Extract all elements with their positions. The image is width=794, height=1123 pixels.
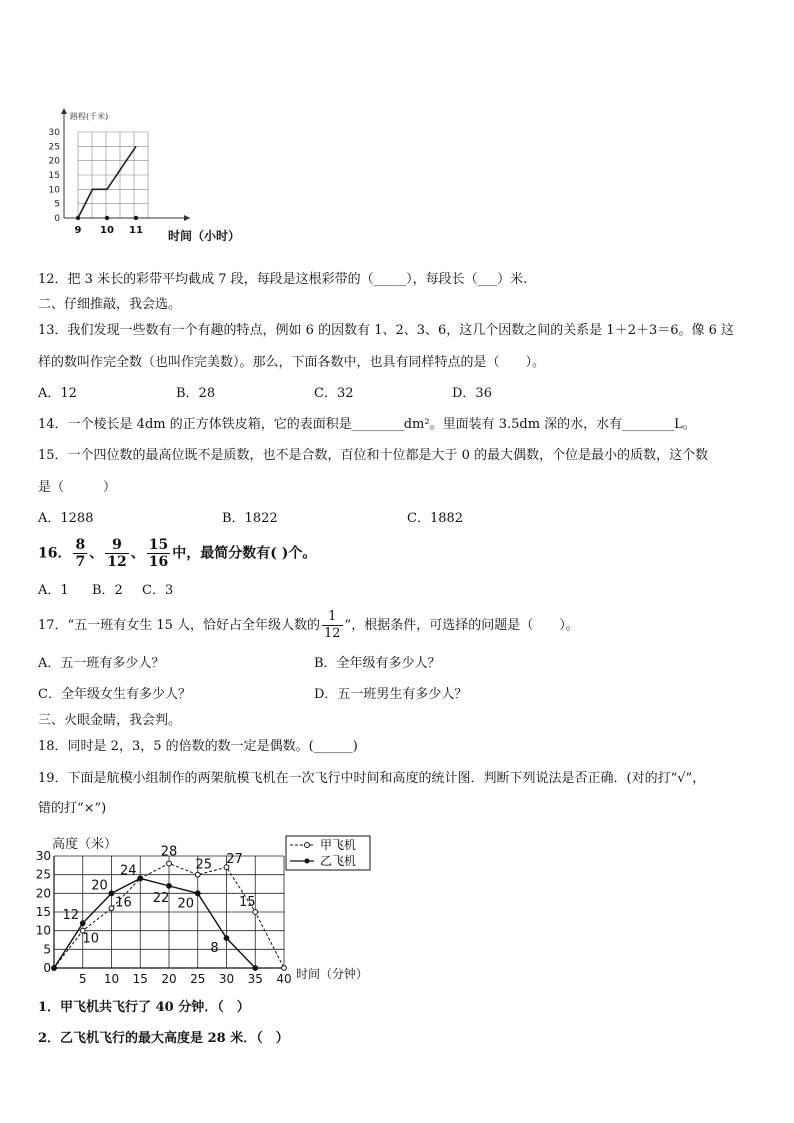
chart2-ytick-label: 30 (35, 849, 51, 863)
question-12: 12．把 3 米长的彩带平均截成 7 段，每段是这根彩带的（_____），每段长（___）米. (38, 272, 528, 287)
series-jia-point (109, 906, 114, 911)
q16-tail: 中，最简分数有( )个。 (172, 545, 317, 562)
chart1-ticks (49, 128, 143, 236)
series-yi-data-label: 24 (119, 863, 137, 879)
q16-option-b[interactable]: B．2 (92, 583, 123, 598)
q15-option-a[interactable]: A．1288 (38, 511, 94, 526)
legend-series-yi: 乙飞机 (320, 854, 357, 868)
chart2-xtick-label: 15 (132, 972, 148, 986)
judgement-1: 1．甲飞机共飞行了 40 分钟．（ ） (38, 1000, 250, 1015)
series-yi-point (253, 966, 258, 971)
chart2-ytick-label: 0 (43, 961, 51, 975)
chart2-xtick-label: 30 (218, 972, 235, 986)
q15-option-c[interactable]: C．1882 (407, 511, 464, 526)
chart1-grid (78, 132, 148, 218)
chart1-xtick-label: 11 (129, 225, 143, 236)
chart1-ytick-label: 0 (54, 214, 60, 224)
chart1-xtick-dot (105, 216, 109, 220)
q16-fraction-2: $\frac{9}{12}$ (107, 537, 127, 570)
chart1-x-arrow (184, 215, 190, 221)
question-15-line1: 15．一个四位数的最高位既不是质数，也不是合数，百位和十位都是大于 0 的最大偶数，个位是最小的质数，这个数 (38, 448, 709, 463)
q16-option-c[interactable]: C．3 (142, 583, 174, 598)
chart1-x-axis-label: 时间（小时） (168, 229, 241, 243)
series-jia-point (195, 872, 200, 877)
chart2-ytick-label: 25 (35, 867, 51, 882)
question-19-line2: 错的打“×”) (38, 801, 107, 816)
q17-option-d[interactable]: D．五一班男生有多少人？ (314, 687, 468, 702)
q16-fraction-3: $\frac{15}{16}$ (148, 537, 169, 570)
question-19-line1: 19．下面是航模小组制作的两架航模飞机在一次飞行中时间和高度的统计图．判断下列说法是否正确．(对的打“√”， (38, 771, 706, 786)
series-yi-data-label: 8 (210, 941, 219, 957)
q13-option-c[interactable]: C．32 (314, 386, 354, 401)
chart1-line (78, 146, 136, 218)
chart2-ytick-label: 20 (35, 886, 51, 901)
q17-option-c[interactable]: C．全年级女生有多少人？ (38, 687, 191, 702)
chart2-xtick-label: 5 (78, 972, 87, 986)
chart1-y-arrow (61, 108, 67, 114)
chart2-ytick-label: 15 (35, 905, 51, 919)
q16-number: 16． (38, 545, 72, 562)
question-17: 17．“五一班有女生 15 人，恰好占全年级人数的 $\frac{1}{12}$ ”，根据条件，可选择的问题是（ ）。 (38, 609, 579, 641)
series-yi-point (167, 883, 172, 888)
chart1-ytick-label: 20 (48, 156, 60, 167)
chart2-ytick-label: 10 (35, 923, 51, 938)
series-jia-data-label: 16 (115, 895, 132, 911)
series-yi-data-label: 12 (62, 908, 80, 924)
q13-option-b[interactable]: B．28 (176, 386, 216, 401)
q15-option-b[interactable]: B．1822 (222, 511, 278, 526)
chart1-axes (61, 108, 190, 221)
series-yi-data-label: 20 (91, 878, 108, 894)
series-yi-data-label: 20 (177, 896, 195, 912)
airplane-altitude-chart (34, 832, 384, 987)
series-jia-point (253, 910, 258, 915)
q16-fraction-1: $\frac{8}{7}$ (75, 537, 86, 570)
chart2-xtick-label: 20 (161, 972, 177, 986)
question-18: 18．同时是 2，3，5 的倍数的数一定是偶数。(______) (38, 739, 358, 754)
series-jia-data-label: 25 (195, 857, 213, 873)
chart2-x-axis-label: 时间（分钟） (296, 967, 369, 981)
series-yi-point (80, 921, 85, 926)
chart2-xtick-label: 25 (190, 972, 206, 986)
question-16: 16． $\frac{8}{7}$ 、 $\frac{9}{12}$ 、 $\frac{15}{16}$ 中，最简分数有( )个。 (38, 537, 317, 570)
chart1-series-line (78, 146, 136, 218)
question-13-line1: 13．我们发现一些数有一个有趣的特点，例如 6 的因数有 1、2、3、6，这几个因数之间的关系是 1＋2＋3＝6。像 6 这 (38, 323, 735, 338)
chart2-xtick-label: 10 (103, 972, 120, 986)
chart1-ytick-label: 15 (48, 171, 60, 181)
series-jia-data-label: 27 (226, 852, 243, 868)
chart2-legend (286, 836, 370, 870)
chart2-ytick-label: 5 (43, 942, 51, 957)
chart1-xtick-label: 9 (74, 225, 82, 236)
chart2-grid (54, 856, 284, 968)
chart2-y-axis-label: 高度（米） (52, 837, 118, 852)
chart2-xtick-label: 35 (247, 972, 263, 986)
series-jia-data-label: 10 (82, 931, 100, 947)
judgement-2: 2．乙飞机飞行的最大高度是 28 米．（ ） (38, 1031, 289, 1046)
chart1-ytick-label: 30 (48, 128, 60, 138)
chart1-ytick-label: 5 (54, 199, 60, 210)
series-jia-data-label: 28 (160, 844, 178, 860)
chart1-ytick-label: 10 (48, 185, 60, 196)
chart1-ytick-label: 25 (48, 142, 60, 153)
section-2-heading: 二、仔细推敲，我会选。 (38, 297, 182, 312)
q13-option-d[interactable]: D．36 (452, 386, 492, 401)
chart1-xtick-label: 10 (100, 225, 114, 236)
chart1-xtick-dot (134, 216, 138, 220)
series-yi-point (224, 936, 229, 941)
question-15-line2: 是（ ） (38, 480, 117, 495)
series-yi-point (138, 876, 143, 881)
distance-time-chart (40, 88, 260, 248)
question-13-line2: 样的数叫作完全数（也叫作完美数）。那么，下面各数中，也具有同样特点的是（ ）。 (38, 355, 546, 370)
series-yi-point (195, 891, 200, 896)
series-jia-point (282, 966, 287, 971)
q17-option-b[interactable]: B．全年级有多少人？ (314, 656, 441, 671)
q17-option-a[interactable]: A．五一班有多少人？ (38, 656, 165, 671)
series-yi-point (52, 966, 57, 971)
legend-series-jia: 甲飞机 (320, 838, 357, 852)
series-yi-data-label: 22 (152, 890, 170, 906)
q16-option-a[interactable]: A．1 (38, 583, 69, 598)
q17-fraction: $\frac{1}{12}$ (324, 609, 341, 641)
section-3-heading: 三、火眼金睛，我会判。 (38, 713, 182, 728)
chart1-y-axis-label: 路程(千米) (70, 112, 109, 121)
chart2-xtick-label: 40 (276, 972, 292, 986)
series-jia-data-label: 15 (238, 895, 256, 910)
question-14: 14．一个棱长是 4dm 的正方体铁皮箱，它的表面积是________dm²。里面装有 3.5dm 深的水，水有________L。 (38, 417, 696, 432)
q13-option-a[interactable]: A．12 (38, 386, 77, 401)
series-yi-point (109, 891, 114, 896)
series-jia-point (167, 861, 172, 866)
